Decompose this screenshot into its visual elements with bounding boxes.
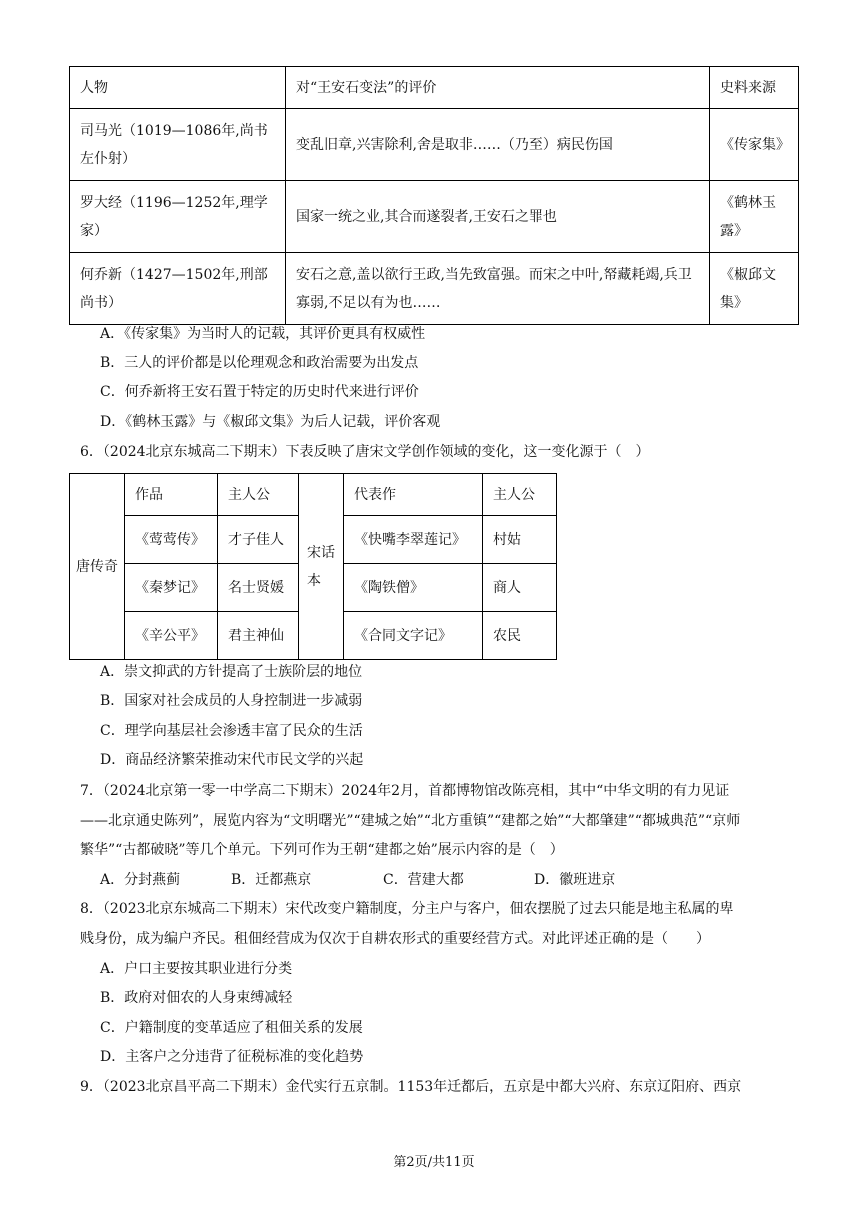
right-work: 《陶铁僧》: [344, 564, 483, 612]
left-header-protagonist: 主人公: [218, 474, 299, 516]
right-protagonist: 农民: [483, 612, 557, 660]
q5-option-c: C．何乔新将王安石置于特定的历史时代来进行评价: [100, 384, 419, 400]
q6-stem: 6．（2024北京东城高二下期末）下表反映了唐宋文学创作领域的变化，这一变化源于（ ）: [80, 444, 650, 460]
left-protagonist: 名士贤媛: [218, 564, 299, 612]
q6-option-c: C．理学向基层社会渗透丰富了民众的生活: [100, 723, 363, 739]
q7-line-2: ——北京通史陈列”，展览内容为“文明曙光”“建城之始”“北方重镇”“建都之始”“大都肇建”“都城典范”“京师: [80, 813, 741, 829]
table-header-evaluation: 对“王安石变法”的评价: [286, 67, 710, 109]
right-header-protagonist: 主人公: [483, 474, 557, 516]
tang-group-cell: 唐传奇: [70, 474, 125, 660]
song-group-cell: [299, 474, 344, 660]
page-number-footer: 第2页/共11页: [393, 1155, 475, 1170]
q7-option-a: A．分封燕蓟: [100, 872, 181, 888]
table-cell-person: 何乔新（1427—1502年,刑部尚书）: [70, 253, 286, 325]
table-cell-person: 司马光（1019—1086年,尚书左仆射）: [70, 109, 286, 181]
q7-line-3: 繁华”“古都破晓”等几个单元。下列可作为王朝“建都之始”展示内容的是（ ）: [80, 842, 564, 858]
table-header-source: 史料来源: [710, 67, 799, 109]
q8-line-1: 8．（2023北京东城高二下期末）宋代改变户籍制度，分主户与客户，佃农摆脱了过去只能是地主私属的卑: [80, 901, 734, 917]
song-group-label: 宋话本: [307, 544, 335, 589]
q9-line-1: 9．（2023北京昌平高二下期末）金代实行五京制。1153年迁都后，五京是中都大兴府、东京辽阳府、西京: [80, 1079, 742, 1095]
q7-option-b: B．迁都燕京: [231, 872, 312, 888]
q5-option-a: A．《传家集》为当时人的记载，其评价更具有权威性: [100, 326, 426, 342]
table-cell-evaluation: 安石之意,盖以欲行王政,当先致富强。而宋之中叶,帑藏耗竭,兵卫寡弱,不足以有为也……: [286, 253, 710, 325]
right-header-work: 代表作: [344, 474, 483, 516]
evaluation-table: [69, 66, 799, 325]
left-work: 《辛公平》: [125, 612, 218, 660]
q7-line-1: 7．（2024北京第一零一中学高二下期末）2024年2月，首都博物馆改陈亮相，其中“中华文明的有力见证: [80, 783, 730, 799]
table-cell-source: 《椒邱文集》: [710, 253, 799, 325]
q8-line-2: 贱身份，成为编户齐民。租佃经营成为仅次于自耕农形式的重要经营方式。对此评述正确的是（ ）: [80, 931, 710, 947]
right-work: 《快嘴李翠莲记》: [344, 516, 483, 564]
table-cell-source: 《传家集》: [710, 109, 799, 181]
table-header-person: 人物: [70, 67, 286, 109]
q5-option-b: B．三人的评价都是以伦理观念和政治需要为出发点: [100, 355, 419, 371]
q6-option-d: D．商品经济繁荣推动宋代市民文学的兴起: [100, 752, 364, 768]
left-header-work: 作品: [125, 474, 218, 516]
q8-option-d: D．主客户之分违背了征税标准的变化趋势: [100, 1049, 364, 1065]
q5-option-d: D．《鹤林玉露》与《椒邱文集》为后人记载，评价客观: [100, 414, 441, 430]
literature-table: [69, 473, 557, 660]
table-cell-evaluation: 国家一统之业,其合而遂裂者,王安石之罪也: [286, 181, 710, 253]
table-cell-person: 罗大经（1196—1252年,理学家）: [70, 181, 286, 253]
right-work: 《合同文字记》: [344, 612, 483, 660]
q7-option-c: C．营建大都: [383, 872, 464, 888]
left-work: 《秦梦记》: [125, 564, 218, 612]
right-protagonist: 商人: [483, 564, 557, 612]
left-protagonist: 君主神仙: [218, 612, 299, 660]
q8-option-b: B．政府对佃农的人身束缚减轻: [100, 990, 293, 1006]
left-work: 《莺莺传》: [125, 516, 218, 564]
left-protagonist: 才子佳人: [218, 516, 299, 564]
q6-option-a: A．崇文抑武的方针提高了士族阶层的地位: [100, 664, 363, 680]
table-cell-evaluation: 变乱旧章,兴害除利,舍是取非……（乃至）病民伤国: [286, 109, 710, 181]
q8-option-a: A．户口主要按其职业进行分类: [100, 961, 293, 977]
table-cell-source: 《鹤林玉露》: [710, 181, 799, 253]
right-protagonist: 村姑: [483, 516, 557, 564]
q8-option-c: C．户籍制度的变革适应了租佃关系的发展: [100, 1020, 363, 1036]
q7-option-d: D．徽班进京: [534, 872, 616, 888]
q6-option-b: B．国家对社会成员的人身控制进一步减弱: [100, 693, 363, 709]
